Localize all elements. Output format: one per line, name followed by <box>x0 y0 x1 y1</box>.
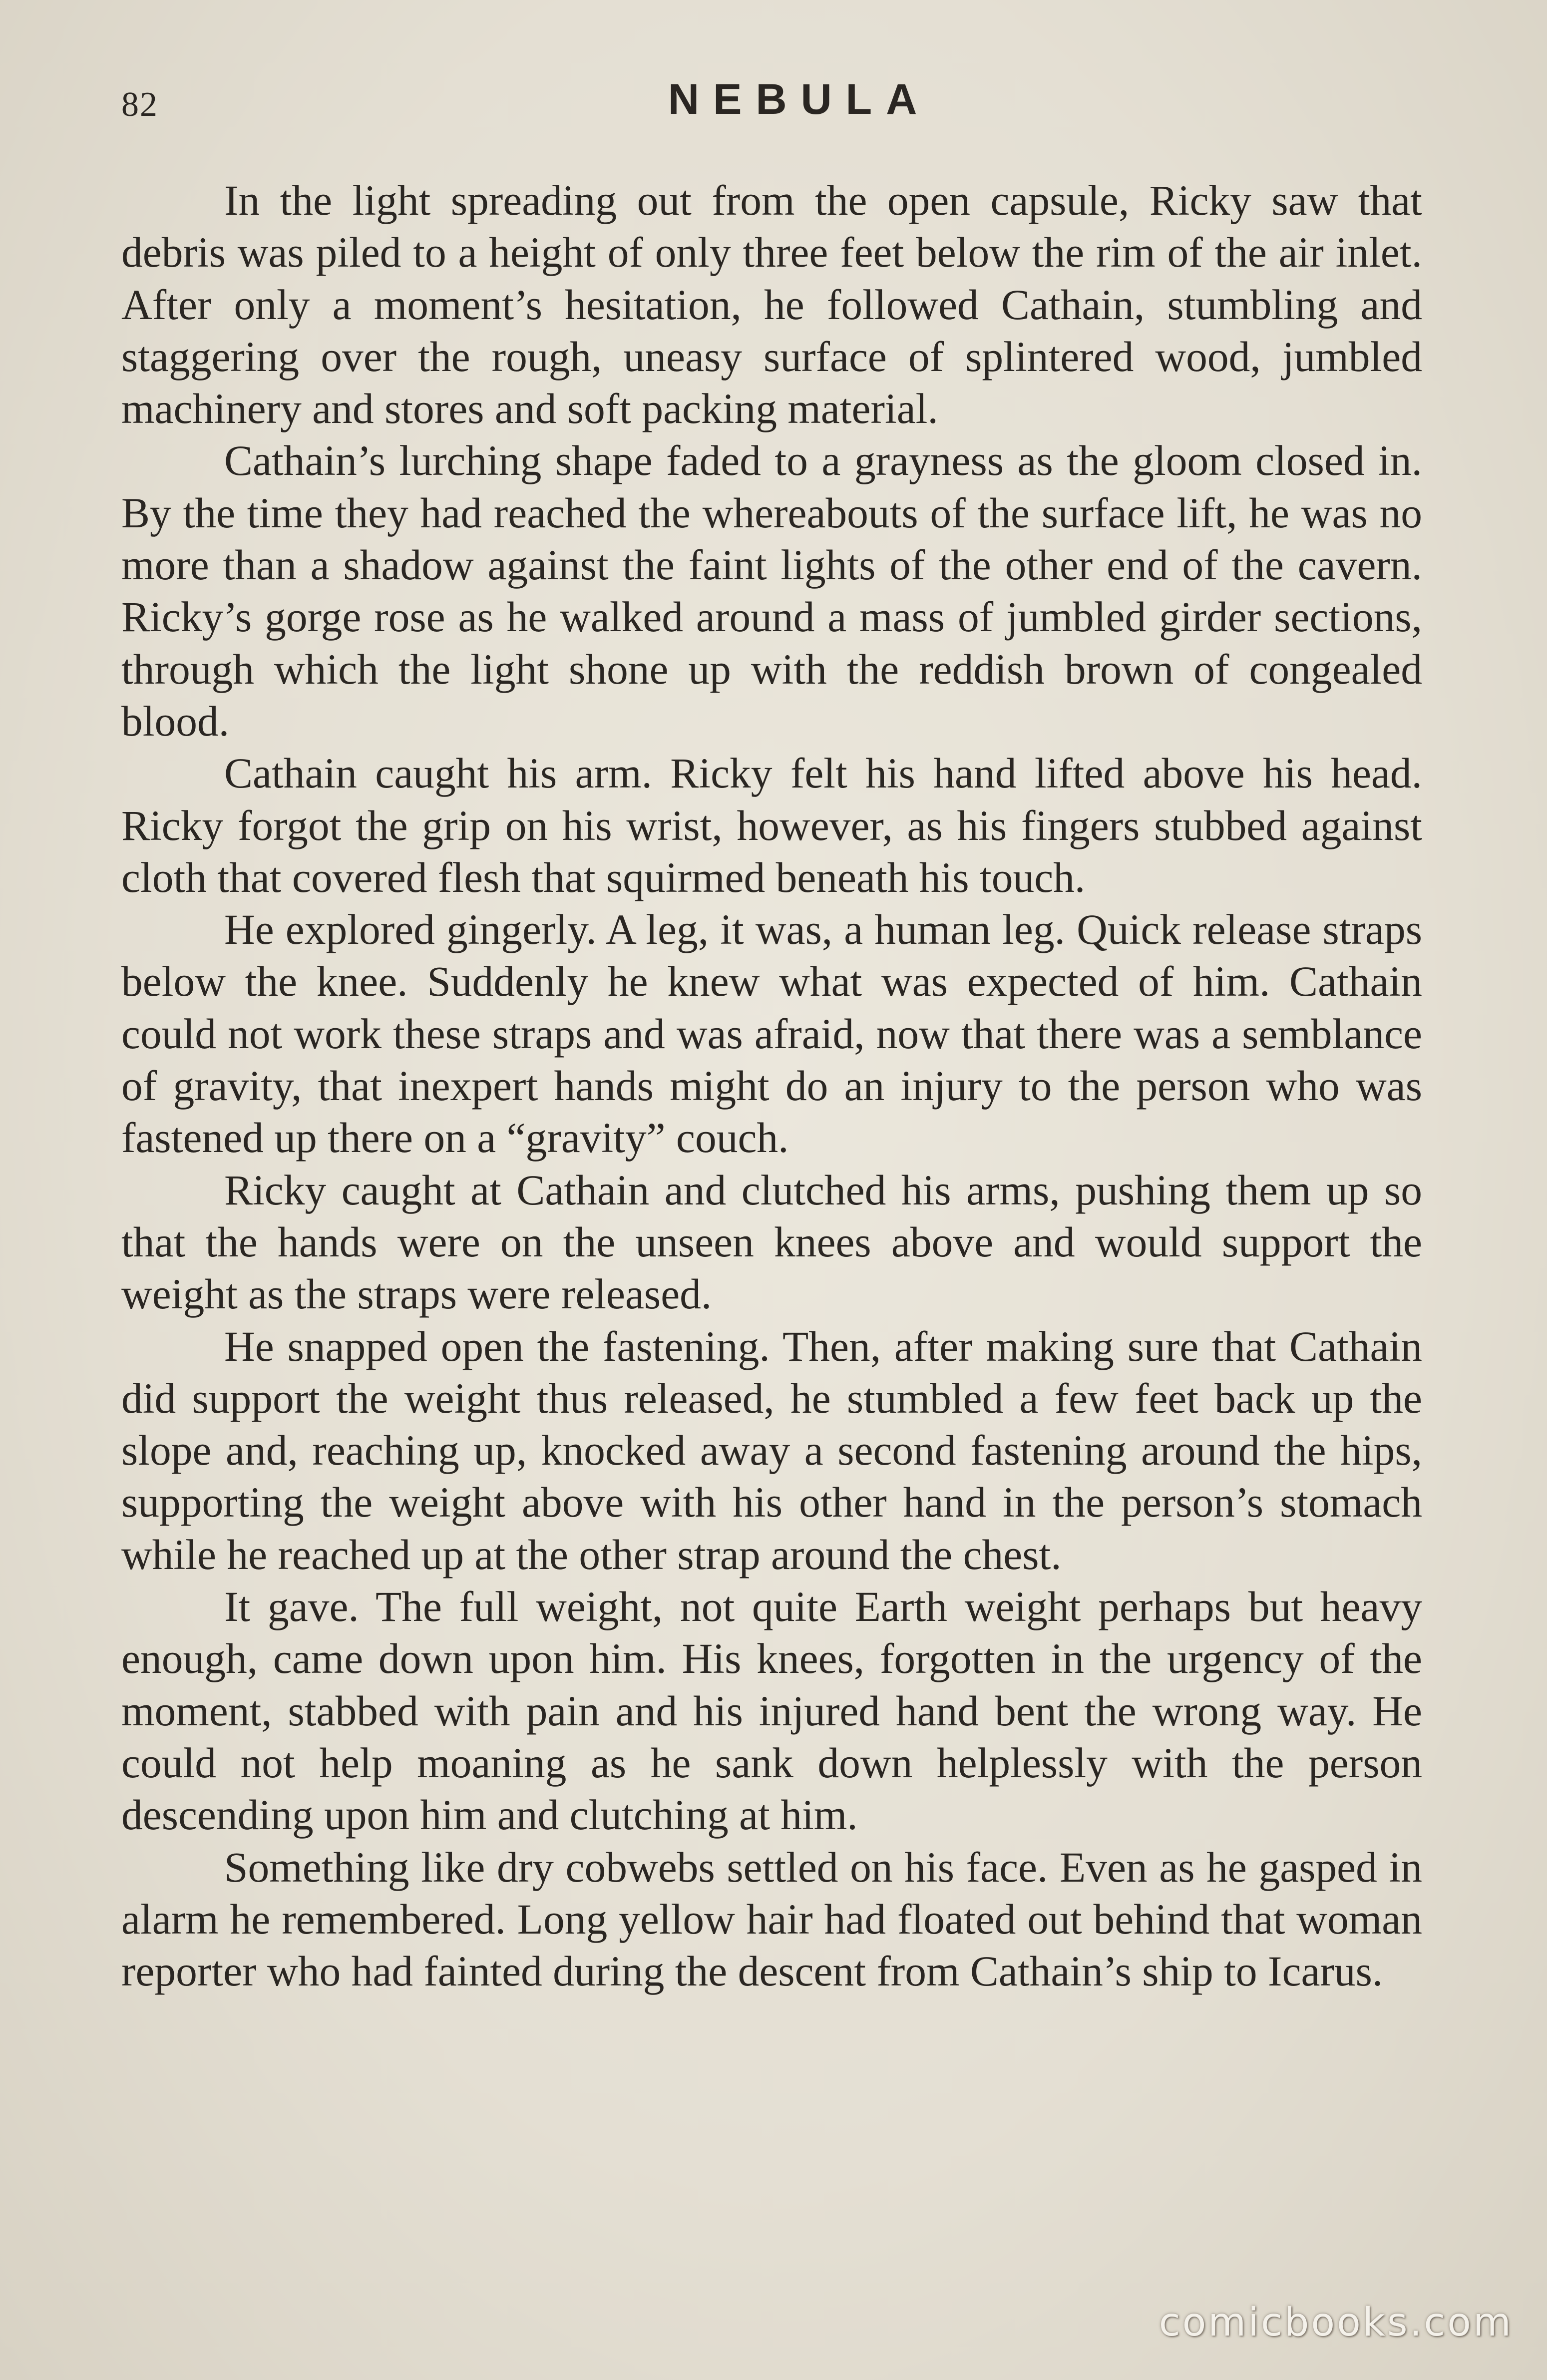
paragraph: Cathain caught his arm. Ricky felt his hand lifted above his head. Ricky forgot the grip on his wrist, however, as his fingers stubbed against cloth that covered flesh that squirmed beneath his touch. <box>121 750 1422 901</box>
paragraph: He explored gingerly. A leg, it was, a human leg. Quick release straps below the knee. Suddenly he knew what was expected of him. Cathain could not work these straps and was afraid, now that there was a semblance of gravity, that inexpert hands might do an injury to the person who was fastened up there on a “gravity” couch. <box>121 906 1422 1162</box>
running-title: NEBULA <box>668 75 931 123</box>
paragraph: He snapped open the fastening. Then, after making sure that Cathain did support the weight thus released, he stumbled a few feet back up the slope and, reaching up, knocked away a second fastening around the hips, supporting the weight above with his other hand in the person’s stomach while he reached up at the other strap around the chest. <box>121 1323 1422 1579</box>
watermark: comicbooks.com <box>1159 2300 1513 2345</box>
paragraph: Something like dry cobwebs settled on his face. Even as he gasped in alarm he remembered. Long yellow hair had floated out behind that woman reporter who had fainted during the descent from Cathain’s ship to Icarus. <box>121 1844 1422 1995</box>
paragraph: Cathain’s lurching shape faded to a grayness as the gloom closed in. By the time they had reached the whereabouts of the surface lift, he was no more than a shadow against the faint lights of the other end of the cavern. Ricky’s gorge rose as he walked around a mass of jumbled girder sections, through which the light shone up with the reddish brown of congealed blood. <box>121 437 1422 745</box>
page-number: 82 <box>121 85 158 124</box>
story-text <box>121 175 1422 1997</box>
page-header <box>121 75 1430 135</box>
paragraph: It gave. The full weight, not quite Earth weight perhaps but heavy enough, came down upon him. His knees, forgotten in the urgency of the moment, stabbed with pain and his injured hand bent the wrong way. He could not help moaning as he sank down helplessly with the person descending upon him and clutching at him. <box>121 1584 1422 1839</box>
paragraph: In the light spreading out from the open capsule, Ricky saw that debris was piled to a height of only three feet below the rim of the air inlet. After only a moment’s hesitation, he followed Cathain, stumbling and staggering over the rough, uneasy surface of splintered wood, jumbled machinery and stores and soft packing material. <box>121 177 1422 433</box>
paragraph: Ricky caught at Cathain and clutched his arms, pushing them up so that the hands were on the unseen knees above and would support the weight as the straps were released. <box>121 1167 1422 1318</box>
